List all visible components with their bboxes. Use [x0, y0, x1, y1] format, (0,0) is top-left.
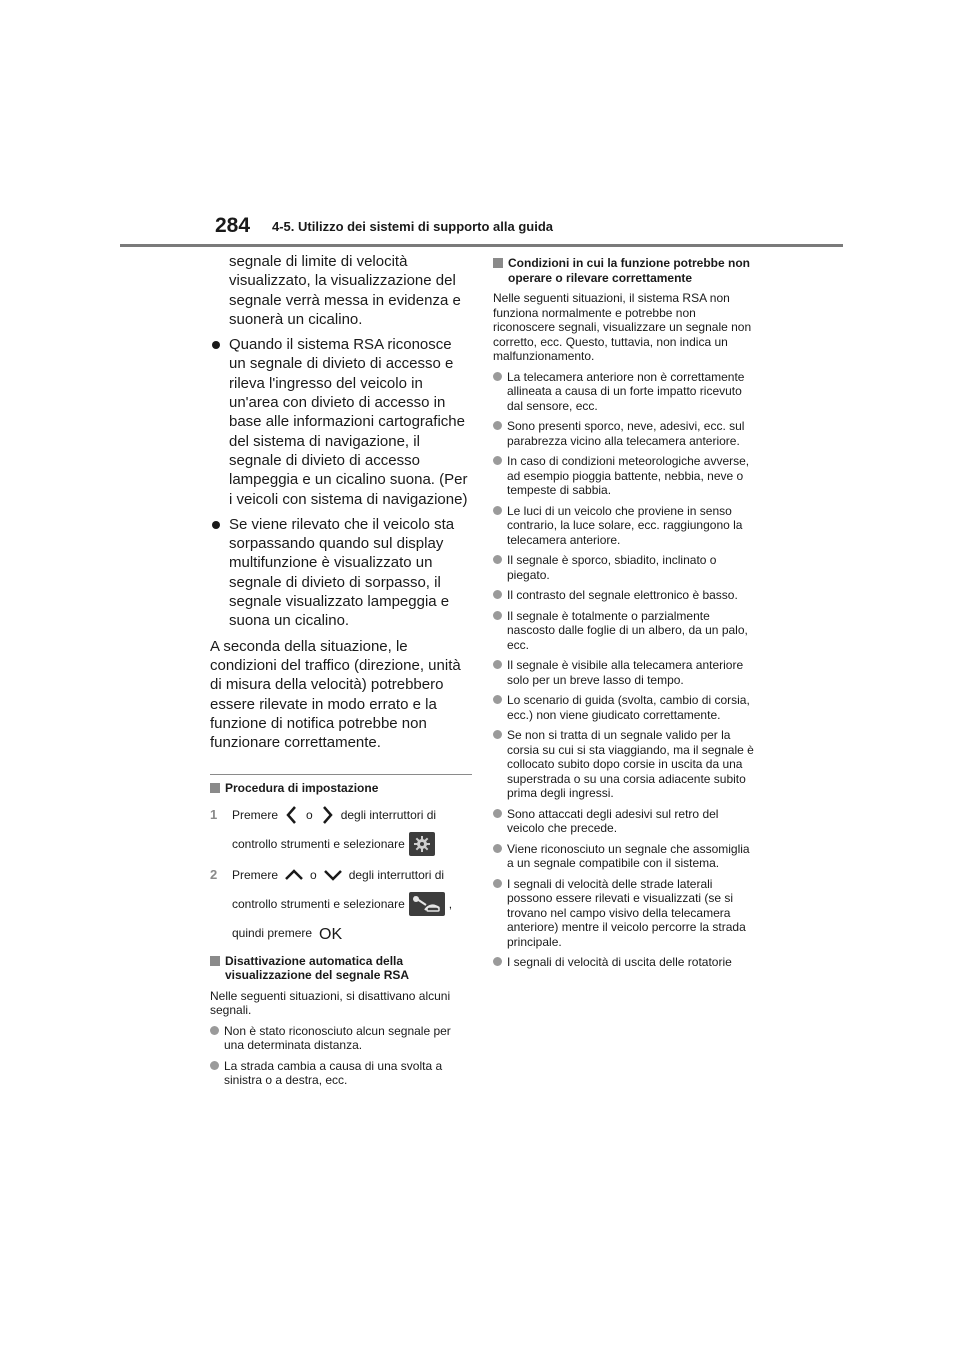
section-divider — [210, 774, 472, 775]
list-item — [493, 419, 755, 448]
bullet-dot — [493, 809, 502, 818]
square-marker-icon — [210, 956, 220, 966]
bullet-dot — [212, 341, 220, 349]
list-item-text: Sono presenti sporco, neve, adesivi, ecc. sul parabrezza vicino alla telecamera anteriore. — [507, 419, 745, 448]
list-item — [210, 1059, 472, 1088]
bullet-dot — [493, 590, 502, 599]
list-item-text: Le luci di un veicolo che proviene in senso contrario, la luce solare, ecc. raggiungono la telecamera anteriore. — [507, 503, 743, 547]
step-number: 1 — [210, 806, 218, 822]
heading-text: Disattivazione automatica della visualizzazione del segnale RSA — [225, 953, 410, 983]
bullet-dot — [493, 879, 502, 888]
list-item — [210, 335, 472, 509]
list-item-text: Viene riconosciuto un segnale che assomiglia a un segnale compatibile con il sistema. — [507, 841, 750, 870]
bullet-dot — [493, 506, 502, 515]
page-number: 284 — [215, 214, 251, 237]
step-text: o — [306, 807, 313, 822]
list-item — [493, 877, 755, 950]
heading-text: Condizioni in cui la funzione potrebbe non operare o rilevare correttamente — [508, 256, 750, 285]
list-item — [493, 728, 755, 801]
bullet-dot — [493, 372, 502, 381]
list-item — [210, 515, 472, 631]
auto-off-heading — [210, 954, 472, 983]
step-text: controllo strumenti e selezionare — [232, 896, 405, 911]
list-item-text: La telecamera anteriore non è correttamente allineata a causa di un forte impatto ricevuto dal sensore, ecc. — [507, 369, 745, 413]
list-item-text: Se non si tratta di un segnale valido per la corsia su cui si sta viaggiando, ma il segnale è collocato subito dopo corsie in uscita da una superstrada o su una corsia adiacente subito prima degli ingressi. — [507, 728, 754, 800]
chevron-up-icon — [282, 866, 306, 884]
chevron-down-icon — [321, 866, 345, 884]
list-item-text: Il segnale è sporco, sbiadito, inclinato o piegato. — [507, 553, 717, 582]
list-item — [493, 842, 755, 871]
ok-icon — [316, 923, 346, 943]
bullet-dot — [210, 1026, 219, 1035]
list-item-text: Non è stato riconosciuto alcun segnale per una determinata distanza. — [224, 1023, 451, 1053]
paragraph: Nelle seguenti situazioni, si disattivano alcuni segnali. — [210, 988, 451, 1018]
bullet-dot — [210, 1061, 219, 1070]
list-item — [493, 693, 755, 722]
list-item-text: I segnali di velocità di uscita delle rotatorie — [507, 955, 732, 969]
square-marker-icon — [493, 258, 503, 268]
list-item-text: I segnali di velocità delle strade laterali possono essere rilevati e visualizzati (se si trovano nel campo visivo della telecamera anteriore) mentre il veicolo percorre la strada principale. — [507, 876, 746, 949]
list-item-text: Il contrasto del segnale elettronico è basso. — [507, 588, 738, 602]
list-item-text: Sono attaccati degli adesivi sul retro del veicolo che precede. — [507, 806, 719, 835]
list-item — [493, 588, 755, 603]
heading-text: Procedura di impostazione — [225, 781, 379, 796]
step-text: Premere — [232, 867, 279, 882]
bullet-dot — [493, 695, 502, 704]
bullet-dot — [493, 456, 502, 465]
conditions-heading — [493, 256, 755, 285]
header-divider — [120, 244, 843, 247]
list-item — [493, 609, 755, 653]
step-2 — [210, 864, 472, 944]
list-item — [493, 370, 755, 414]
list-item-text: Il segnale è totalmente o parzialmente nascosto dalle foglie di un albero, da un palo, ecc. — [507, 608, 748, 652]
step-text: Premere — [232, 807, 279, 822]
square-marker-icon — [210, 783, 220, 793]
gear-icon — [409, 832, 435, 856]
right-column — [493, 252, 755, 970]
step-text: quindi premere — [232, 925, 313, 940]
list-item — [493, 504, 755, 548]
bullet-dot — [493, 844, 502, 853]
paragraph: A seconda della situazione, le condizioni del traffico (direzione, unità di misura della velocità) potrebbero essere rilevate in modo errato e la funzione di notifica potrebbe non funzionare correttamente. — [210, 637, 461, 752]
step-number: 2 — [210, 866, 218, 882]
step-text: , — [448, 896, 453, 911]
step-text: degli interruttori di — [348, 867, 445, 882]
road-sign-assist-icon — [409, 892, 445, 916]
bullet-dot — [493, 555, 502, 564]
left-column — [210, 252, 472, 1088]
list-item — [493, 955, 755, 970]
bullet-dot — [493, 611, 502, 620]
section-title: 4-5. Utilizzo dei sistemi di supporto alla guida — [272, 219, 553, 234]
list-item — [493, 658, 755, 687]
list-item-text: Quando il sistema RSA riconosce un segnale di divieto di accesso e rileva l'ingresso del veicolo in un'area con divieto di accesso in base alle informazioni cartografiche del sistema di navigazione, il segnale di divieto di accesso lampeggia e un cicalino suona. (Per i veicoli con sistema di navigazione) — [229, 336, 468, 508]
list-item — [493, 454, 755, 498]
step-text: o — [310, 867, 317, 882]
list-item — [493, 807, 755, 836]
step-text: controllo strumenti e selezionare — [232, 836, 405, 851]
procedure-heading — [210, 781, 472, 796]
list-item — [493, 553, 755, 582]
list-item-text: Il segnale è visibile alla telecamera anteriore solo per un breve lasso di tempo. — [507, 658, 744, 687]
list-item-text: Lo scenario di guida (svolta, cambio di corsia, ecc.) non viene giudicato correttamente. — [507, 693, 750, 722]
continued-text: segnale di limite di velocità visualizzato, la visualizzazione del segnale verrà messa in evidenza e suonerà un cicalino. — [229, 253, 461, 328]
paragraph: Nelle seguenti situazioni, il sistema RSA non funziona normalmente e potrebbe non riconoscere segnali, visualizzare un segnale non corretto, ecc. Questo, tuttavia, non indica un malfunzionamento. — [493, 291, 752, 363]
bullet-dot — [493, 421, 502, 430]
list-item-text: In caso di condizioni meteorologiche avverse, ad esempio pioggia battente, nebbia, neve o tempeste di sabbia. — [507, 454, 750, 497]
svg-text:OK: OK — [319, 925, 343, 943]
bullet-dot — [212, 521, 220, 529]
list-item-text: La strada cambia a causa di una svolta a sinistra o a destra, ecc. — [224, 1058, 443, 1088]
list-item-text: Se viene rilevato che il veicolo sta sorpassando quando sul display multifunzione è visualizzato un segnale di divieto di sorpasso, il segnale visualizzato lampeggia e suona un cicalino. — [229, 515, 455, 630]
chevron-left-icon — [282, 804, 302, 826]
step-1 — [210, 804, 472, 856]
bullet-dot — [493, 730, 502, 739]
bullet-dot — [493, 957, 502, 966]
step-text: degli interruttori di — [340, 807, 437, 822]
list-item — [210, 1024, 472, 1053]
chevron-right-icon — [317, 804, 337, 826]
bullet-dot — [493, 660, 502, 669]
